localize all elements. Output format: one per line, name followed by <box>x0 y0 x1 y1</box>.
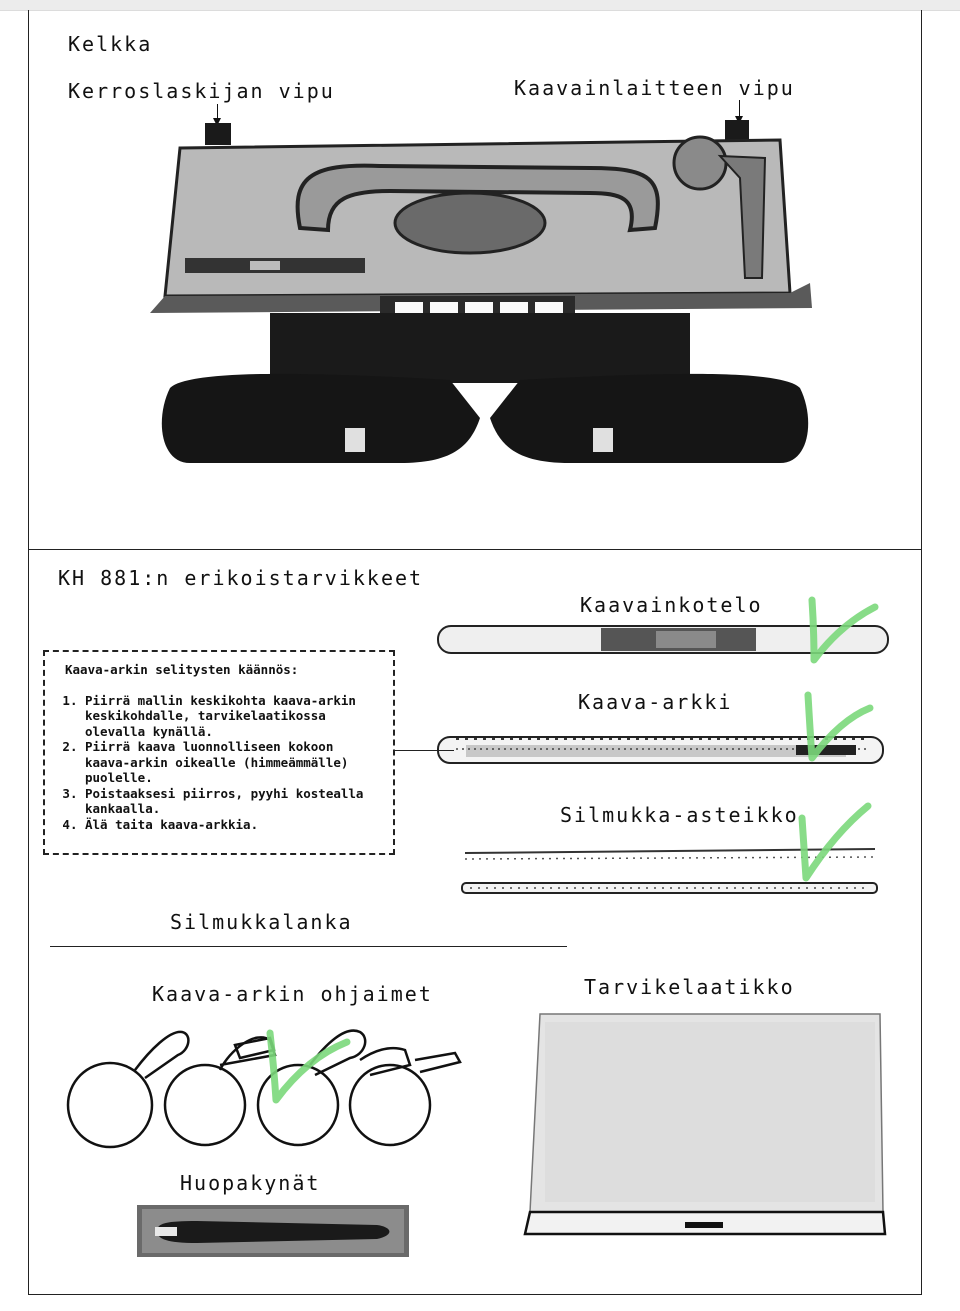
accessory-box-label: Tarvikelaatikko <box>584 975 795 999</box>
list-item: 1. Piirrä mallin keskikohta kaava-arkin keskikohdalle, tarvikelaatikossa olevalla kynällä. <box>85 693 381 740</box>
translation-note-title: Kaava-arkin selitysten käännös: <box>65 662 299 677</box>
pattern-sheet-label: Kaava-arkki <box>578 690 733 714</box>
translation-note-list <box>65 693 381 833</box>
checkmark-icon <box>800 690 880 765</box>
list-item: 4. Älä taita kaava-arkkia. <box>85 817 381 833</box>
list-item: 3. Poistaaksesi piirros, pyyhi kostealla kankaalla. <box>85 786 381 817</box>
felt-pens-label: Huopakynät <box>180 1171 321 1195</box>
stitch-scale-label: Silmukka-asteikko <box>560 803 799 827</box>
list-item: 2. Piirrä kaava luonnolliseen kokoon kaava-arkin oikealle (himmeämmälle) puolelle. <box>85 739 381 786</box>
pattern-case-label: Kaavainkotelo <box>580 593 763 617</box>
felt-pens-image <box>137 1205 409 1257</box>
note-leader-line <box>394 750 454 751</box>
left-lever-label: Kerroslaskijan vipu <box>68 79 335 103</box>
section-divider <box>28 549 922 550</box>
yarn-underline <box>50 946 567 947</box>
accessories-title: KH 881:n erikoistarvikkeet <box>58 566 424 590</box>
checkmark-icon <box>790 798 875 883</box>
carriage-image <box>150 118 820 468</box>
sheet-guides-label: Kaava-arkin ohjaimet <box>152 982 433 1006</box>
checkmark-icon <box>262 1028 352 1108</box>
right-lever-label: Kaavainlaitteen vipu <box>514 76 795 100</box>
translation-note-box <box>43 650 395 855</box>
yarn-label: Silmukkalanka <box>170 910 353 934</box>
carriage-title: Kelkka <box>68 32 153 56</box>
checkmark-icon <box>800 595 880 665</box>
accessory-box-image <box>525 1012 890 1242</box>
